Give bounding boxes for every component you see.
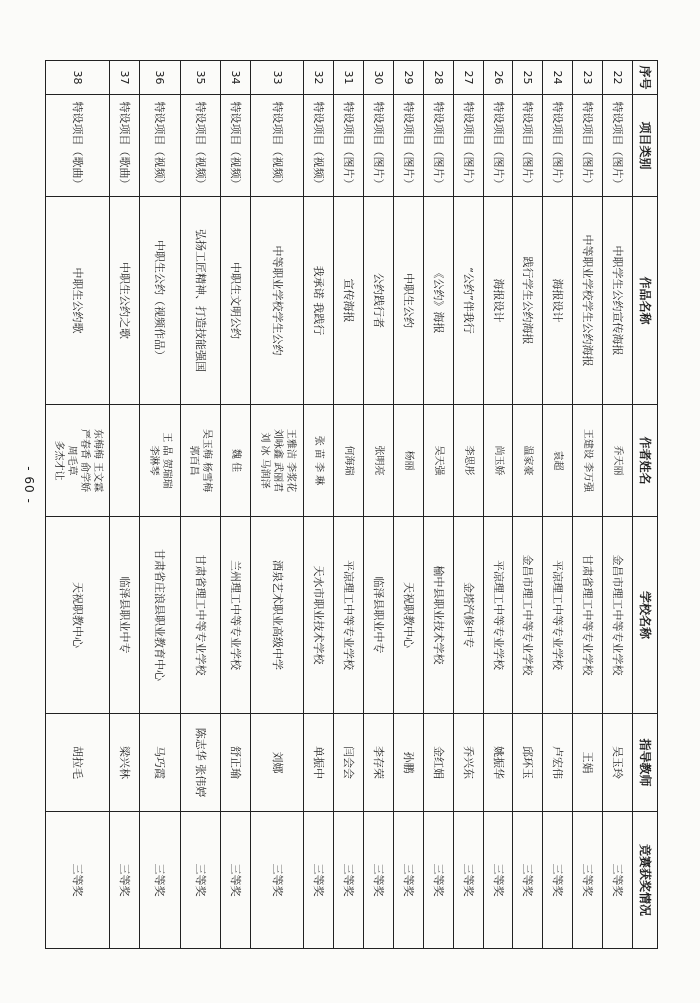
row-award: 三等奖 <box>423 812 453 949</box>
table-row <box>110 61 140 949</box>
table-row <box>334 61 364 949</box>
page-number: - 60 - <box>21 466 36 504</box>
col-header-work: 作品名称 <box>633 197 658 405</box>
row-no: 29 <box>394 61 424 95</box>
row-school: 金塔汽修中专 <box>453 517 483 714</box>
row-work: 海报设计 <box>543 197 573 405</box>
row-award: 三等奖 <box>251 812 304 949</box>
table-row <box>603 61 633 949</box>
row-work: 公约践行者 <box>364 197 394 405</box>
row-work: 中职生公约之歌 <box>110 197 140 405</box>
row-school: 兰州理工中等专业学校 <box>221 517 251 714</box>
row-work: 中等职业学校学生公约海报 <box>573 197 603 405</box>
row-no: 31 <box>334 61 364 95</box>
row-author: 王 晶 贺瑞瑞 李淋琴 <box>140 405 181 517</box>
row-work: 中职生公约 <box>394 197 424 405</box>
row-teacher: 金红娟 <box>423 714 453 812</box>
row-author: 王建设 李万强 <box>573 405 603 517</box>
row-teacher: 卢宏伟 <box>543 714 573 812</box>
row-teacher: 舒正瑜 <box>221 714 251 812</box>
table-row <box>394 61 424 949</box>
row-teacher: 闫会会 <box>334 714 364 812</box>
row-no: 37 <box>110 61 140 95</box>
row-award: 三等奖 <box>483 812 513 949</box>
row-author: 何海瑞 <box>334 405 364 517</box>
row-award: 三等奖 <box>221 812 251 949</box>
row-award: 三等奖 <box>513 812 543 949</box>
row-no: 26 <box>483 61 513 95</box>
row-no: 23 <box>573 61 603 95</box>
row-work: 践行学生公约海报 <box>513 197 543 405</box>
row-work: 宣传海报 <box>334 197 364 405</box>
table-row <box>423 61 453 949</box>
row-school: 甘肃省理工中等专业学校 <box>180 517 221 714</box>
row-author: 李思彤 <box>453 405 483 517</box>
row-teacher: 单振中 <box>304 714 334 812</box>
table-row <box>573 61 603 949</box>
row-award: 三等奖 <box>394 812 424 949</box>
row-category: 特设项目（视频） <box>221 95 251 197</box>
header-row <box>633 61 658 949</box>
row-author: 尚玉娇 <box>483 405 513 517</box>
row-school: 金昌市理工中等专业学校 <box>513 517 543 714</box>
row-no: 35 <box>180 61 221 95</box>
table-body <box>46 61 633 949</box>
row-school: 金昌市理工中等专业学校 <box>603 517 633 714</box>
col-header-category: 项目类别 <box>633 95 658 197</box>
table-row <box>251 61 304 949</box>
table-row <box>221 61 251 949</box>
row-award: 三等奖 <box>364 812 394 949</box>
row-teacher: 胡拉毛 <box>46 714 110 812</box>
row-author: 魏 佳 <box>221 405 251 517</box>
table-row <box>513 61 543 949</box>
row-school: 平凉理工中等专业学校 <box>483 517 513 714</box>
row-work: 中职生公约（视频作品） <box>140 197 181 405</box>
row-school: 天水市职业技术学校 <box>304 517 334 714</box>
row-award: 三等奖 <box>110 812 140 949</box>
row-school: 天祝职教中心 <box>46 517 110 714</box>
row-award: 三等奖 <box>334 812 364 949</box>
row-author: 杨丽 <box>394 405 424 517</box>
row-category: 特设项目（图片） <box>394 95 424 197</box>
row-award: 三等奖 <box>603 812 633 949</box>
row-category: 特设项目（图片） <box>513 95 543 197</box>
row-teacher: 刘娜 <box>251 714 304 812</box>
row-category: 特设项目（图片） <box>334 95 364 197</box>
row-category: 特设项目（视频） <box>251 95 304 197</box>
table-row <box>543 61 573 949</box>
row-author <box>110 405 140 517</box>
row-teacher: 王娟 <box>573 714 603 812</box>
row-school: 甘肃省理工中等专业学校 <box>573 517 603 714</box>
row-no: 36 <box>140 61 181 95</box>
row-category: 特设项目（图片） <box>543 95 573 197</box>
row-award: 三等奖 <box>180 812 221 949</box>
award-table <box>45 60 658 949</box>
row-category: 特设项目（视频） <box>140 95 181 197</box>
row-award: 三等奖 <box>543 812 573 949</box>
row-teacher: 邱环玉 <box>513 714 543 812</box>
row-school: 榆中县职业技术学校 <box>423 517 453 714</box>
table-row <box>46 61 110 949</box>
row-school: 甘肃省庄浪县职业教育中心 <box>140 517 181 714</box>
table-row <box>304 61 334 949</box>
row-work: 中职生文明公约 <box>221 197 251 405</box>
row-author: 袁超 <box>543 405 573 517</box>
row-award: 三等奖 <box>140 812 181 949</box>
row-school: 天祝职教中心 <box>394 517 424 714</box>
row-author: 张明亮 <box>364 405 394 517</box>
row-teacher: 孙鹏 <box>394 714 424 812</box>
table-row <box>180 61 221 949</box>
row-author: 乔天丽 <box>603 405 633 517</box>
row-award: 三等奖 <box>46 812 110 949</box>
row-category: 特设项目（图片） <box>573 95 603 197</box>
row-award: 三等奖 <box>453 812 483 949</box>
row-no: 25 <box>513 61 543 95</box>
row-work: 海报设计 <box>483 197 513 405</box>
row-no: 34 <box>221 61 251 95</box>
row-school: 酒泉艺术职业高级中学 <box>251 517 304 714</box>
row-work: “公约”伴我行 <box>453 197 483 405</box>
row-no: 38 <box>46 61 110 95</box>
row-category: 特设项目（歌曲） <box>46 95 110 197</box>
row-teacher: 梁兴林 <box>110 714 140 812</box>
table-row <box>483 61 513 949</box>
row-category: 特设项目（图片） <box>603 95 633 197</box>
row-school: 临泽县职业中专 <box>110 517 140 714</box>
row-category: 特设项目（视频） <box>180 95 221 197</box>
row-no: 24 <box>543 61 573 95</box>
row-school: 平凉理工中等专业学校 <box>334 517 364 714</box>
row-work: 我承诺 我践行 <box>304 197 334 405</box>
row-no: 27 <box>453 61 483 95</box>
col-header-no: 序号 <box>633 61 658 95</box>
award-table-rotated <box>45 60 658 948</box>
row-no: 33 <box>251 61 304 95</box>
row-no: 32 <box>304 61 334 95</box>
row-teacher: 李存荣 <box>364 714 394 812</box>
col-header-award: 竞赛获奖情况 <box>633 812 658 949</box>
row-work: 中职学生公约宣传海报 <box>603 197 633 405</box>
row-no: 28 <box>423 61 453 95</box>
row-teacher: 姚振华 <box>483 714 513 812</box>
row-category: 特设项目（图片） <box>364 95 394 197</box>
row-author: 王雅洁 李浆花 刘咏鑫 武丽君 刘 冰 马润泽 <box>251 405 304 517</box>
row-teacher: 吴玉玲 <box>603 714 633 812</box>
row-school: 平凉理工中等专业学校 <box>543 517 573 714</box>
row-category: 特设项目（图片） <box>483 95 513 197</box>
row-author: 东梅梅 王文霖 严春香 俞学娇 周毛草 多杰才让 <box>46 405 110 517</box>
row-award: 三等奖 <box>304 812 334 949</box>
row-category: 特设项目（歌曲） <box>110 95 140 197</box>
row-author: 温家豪 <box>513 405 543 517</box>
col-header-author: 作者姓名 <box>633 405 658 517</box>
row-no: 30 <box>364 61 394 95</box>
row-work: 弘扬工匠精神、打造技能强国 <box>180 197 221 405</box>
row-teacher: 陈志华 张伟婷 <box>180 714 221 812</box>
row-school: 临泽县职业中专 <box>364 517 394 714</box>
row-category: 特设项目（视频） <box>304 95 334 197</box>
row-author: 张 苗 李 琳 <box>304 405 334 517</box>
row-category: 特设项目（图片） <box>453 95 483 197</box>
col-header-school: 学校名称 <box>633 517 658 714</box>
row-category: 特设项目（图片） <box>423 95 453 197</box>
row-no: 22 <box>603 61 633 95</box>
row-author: 吴天强 <box>423 405 453 517</box>
row-work: 中等职业学校学生公约 <box>251 197 304 405</box>
row-work: 中职生公约歌 <box>46 197 110 405</box>
table-row <box>453 61 483 949</box>
row-author: 吴玉梅 杨雪梅 郭百昌 <box>180 405 221 517</box>
row-work: 《公约》海报 <box>423 197 453 405</box>
row-award: 三等奖 <box>573 812 603 949</box>
row-teacher: 乔兴东 <box>453 714 483 812</box>
table-row <box>364 61 394 949</box>
table-row <box>140 61 181 949</box>
col-header-teacher: 指导教师 <box>633 714 658 812</box>
row-teacher: 马巧霞 <box>140 714 181 812</box>
